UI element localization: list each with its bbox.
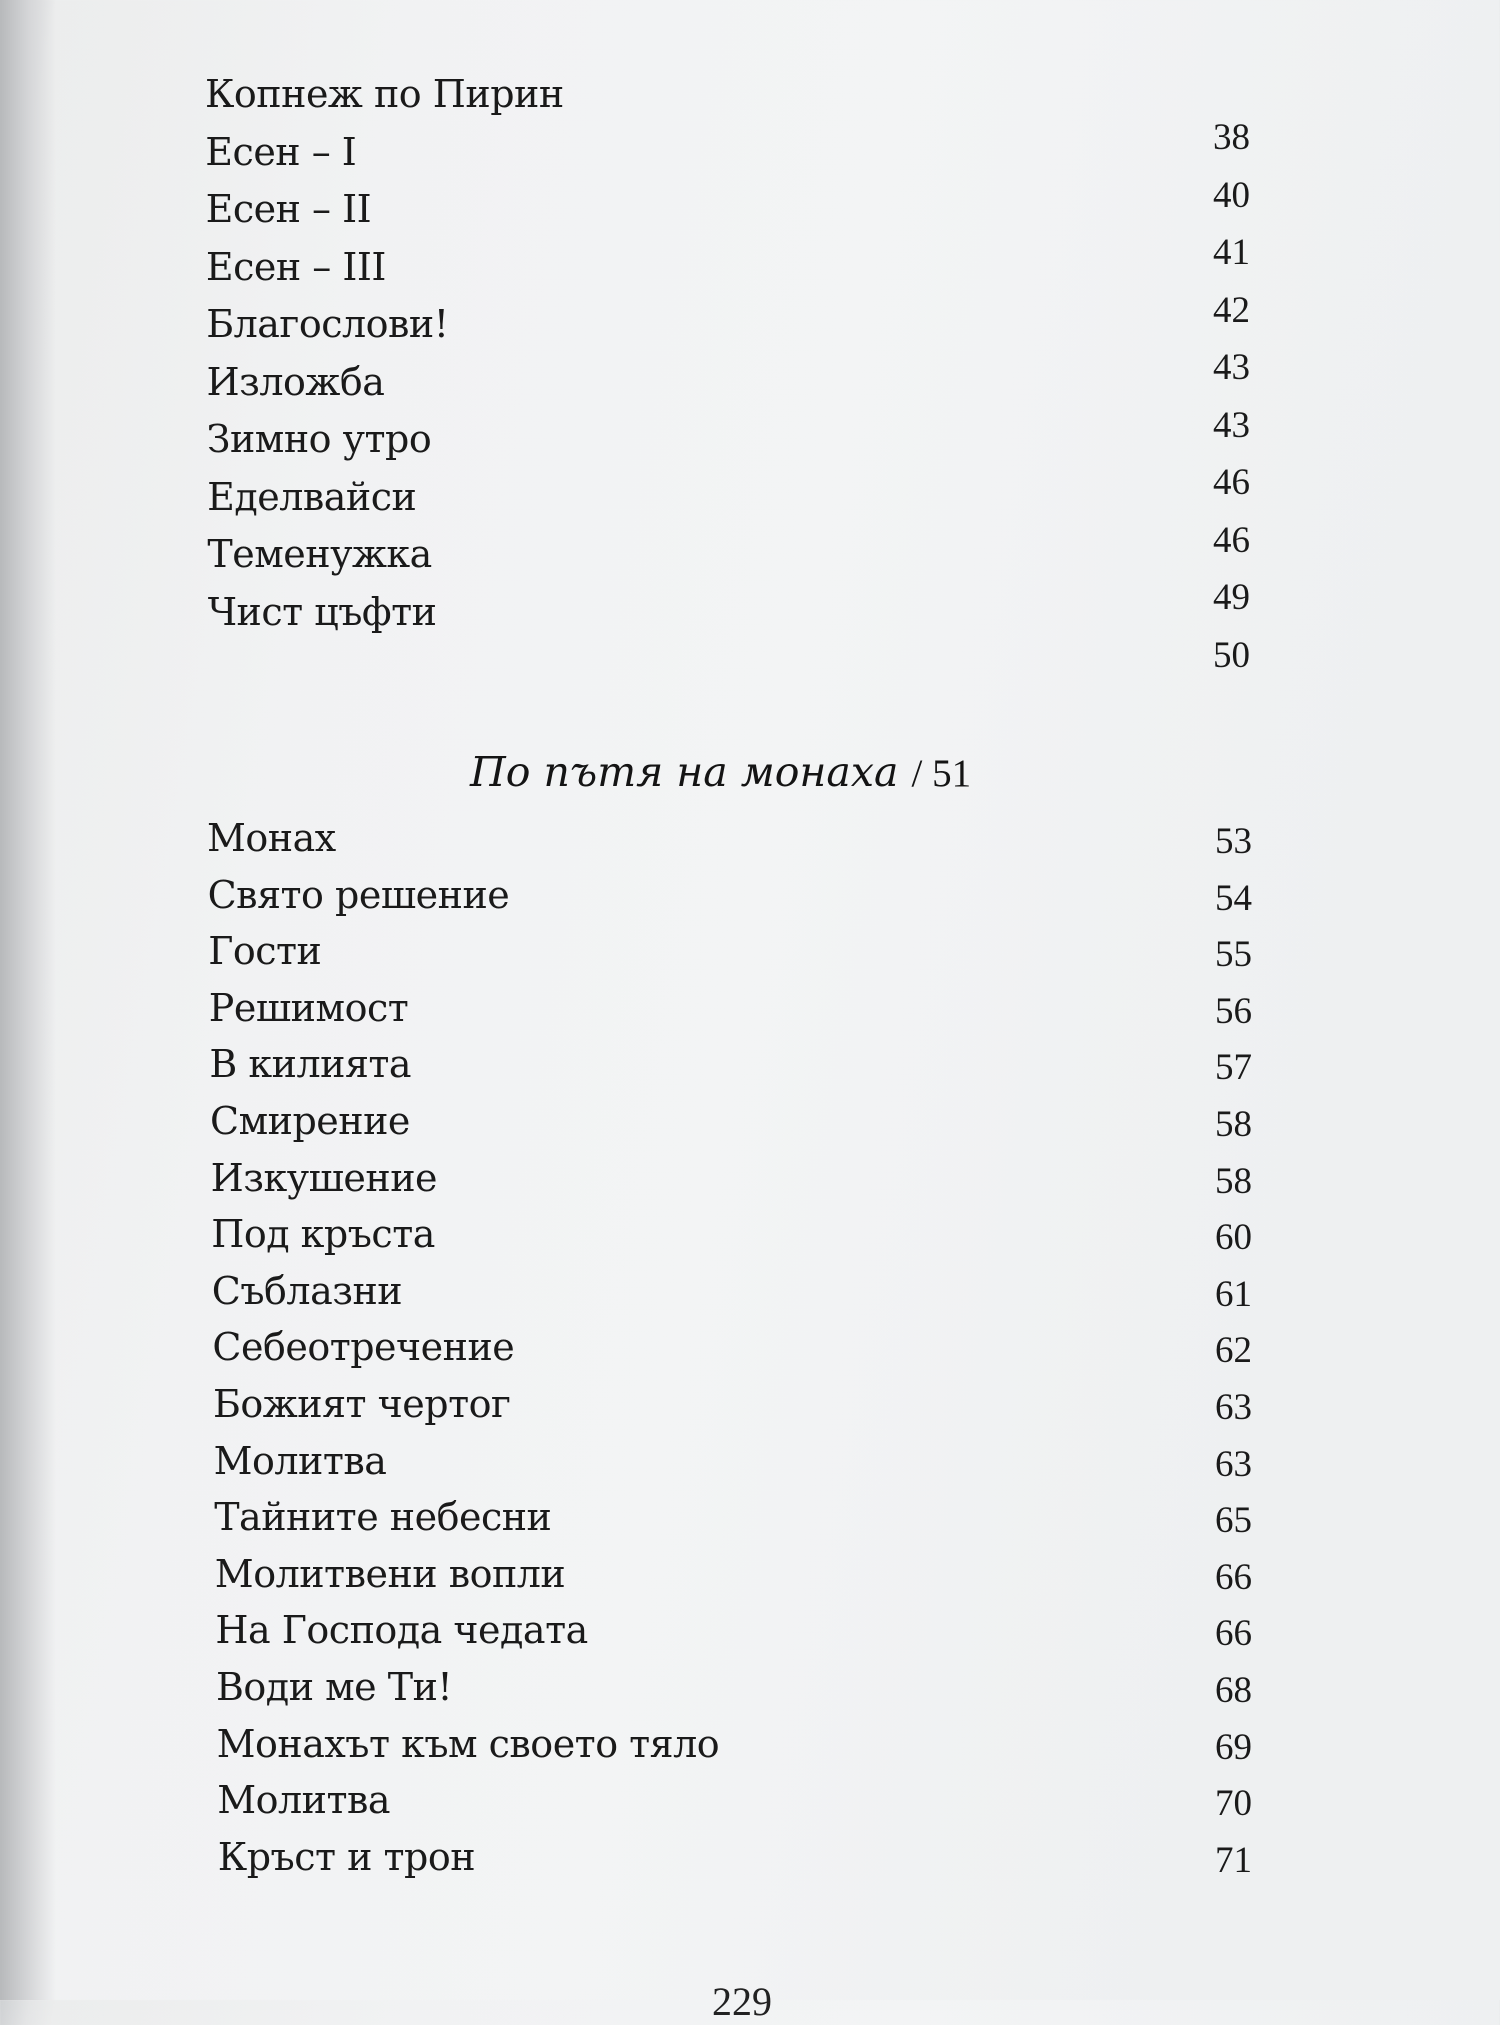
- toc-entry-page-number: 66: [1215, 1613, 1252, 1655]
- toc-entry-page-number: 61: [1215, 1273, 1252, 1315]
- toc-entry-title: Съблазни: [211, 1268, 403, 1313]
- toc-entry-title: Под кръста: [211, 1212, 435, 1257]
- toc-entry-title: В килията: [209, 1042, 412, 1087]
- toc-entry-title: Божият чертог: [213, 1382, 511, 1426]
- toc-entry-title: Теменужка: [207, 532, 432, 576]
- toc-entry-page-number: 63: [1215, 1387, 1252, 1428]
- toc-entry-title: Чист цъфти: [207, 589, 437, 634]
- toc-entry-page-number: 69: [1215, 1726, 1252, 1768]
- section-title: По пътя на монаха: [470, 748, 899, 796]
- toc-entry-page-number: 46: [1213, 462, 1250, 503]
- toc-entry-page-number: 40: [1213, 174, 1250, 216]
- toc-entry-title: Себеотречение: [212, 1325, 515, 1370]
- toc-entry-title: Води ме Ти!: [216, 1665, 453, 1709]
- toc-entry-title: Молитвени вопли: [214, 1551, 566, 1596]
- toc-entry-title: Есен – III: [205, 244, 386, 289]
- toc-entry-title: Решимост: [208, 985, 409, 1030]
- toc-entry-title: Монах: [207, 816, 336, 860]
- toc-entry-title: Еделвайси: [207, 474, 417, 519]
- folio-page-number: 229: [712, 1979, 772, 2024]
- toc-entry-title: Копнеж по Пирин: [205, 72, 564, 116]
- toc-entry-page-number: 46: [1213, 519, 1250, 561]
- toc-entry-page-number: 58: [1215, 1104, 1252, 1145]
- section-page-number: 51: [932, 752, 972, 795]
- toc-entry-title: Свято решение: [207, 872, 510, 917]
- toc-entry-page-number: 49: [1213, 577, 1250, 618]
- section-separator: /: [911, 752, 923, 795]
- toc-entry-title: Изложба: [206, 359, 385, 404]
- toc-entry-title: Тайните небесни: [214, 1495, 552, 1540]
- toc-entry-title: На Господа чедата: [215, 1608, 588, 1653]
- toc-entry-page-number: 38: [1213, 117, 1250, 158]
- toc-entry-page-number: 55: [1215, 934, 1252, 976]
- toc-entry-title: Монахът към своето тяло: [216, 1721, 720, 1766]
- toc-entry-page-number: 54: [1215, 877, 1252, 919]
- toc-entry-page-number: 65: [1215, 1500, 1252, 1542]
- toc-entry-title: Зимно утро: [206, 417, 432, 461]
- toc-entry-title: Изкушение: [210, 1155, 438, 1200]
- toc-entry-page-number: 43: [1213, 347, 1250, 388]
- toc-entry-page-number: 42: [1213, 289, 1250, 331]
- toc-entry-page-number: 53: [1215, 821, 1252, 862]
- toc-entry-page-number: 71: [1215, 1839, 1252, 1881]
- toc-entry-title: Гости: [208, 929, 322, 974]
- toc-entry-title: Смирение: [210, 1099, 410, 1143]
- toc-entry-page-number: 66: [1215, 1556, 1252, 1598]
- toc-entry-title: Благослови!: [206, 302, 449, 346]
- toc-entry-page-number: 62: [1215, 1330, 1252, 1372]
- toc-entry-page-number: 70: [1215, 1783, 1252, 1825]
- toc-entry-page-number: 58: [1215, 1160, 1252, 1202]
- toc-entry-title: Есен – II: [205, 187, 372, 231]
- toc-entry-title: Молитва: [213, 1438, 387, 1483]
- toc-entry-page-number: 56: [1215, 990, 1252, 1032]
- toc-entry-page-number: 41: [1213, 232, 1250, 273]
- toc-entry-page-number: 68: [1215, 1670, 1252, 1711]
- toc-entry-title: Молитва: [217, 1778, 391, 1823]
- toc-entry-page-number: 60: [1215, 1217, 1252, 1259]
- toc-entry-title: Есен – I: [205, 129, 357, 174]
- toc-entry-title: Кръст и трон: [217, 1834, 476, 1879]
- section-heading: [470, 748, 971, 796]
- toc-entry-page-number: 57: [1215, 1047, 1252, 1089]
- toc-entry-page-number: 43: [1213, 404, 1250, 446]
- toc-entry-page-number: 50: [1213, 634, 1250, 676]
- toc-entry-page-number: 63: [1215, 1443, 1252, 1485]
